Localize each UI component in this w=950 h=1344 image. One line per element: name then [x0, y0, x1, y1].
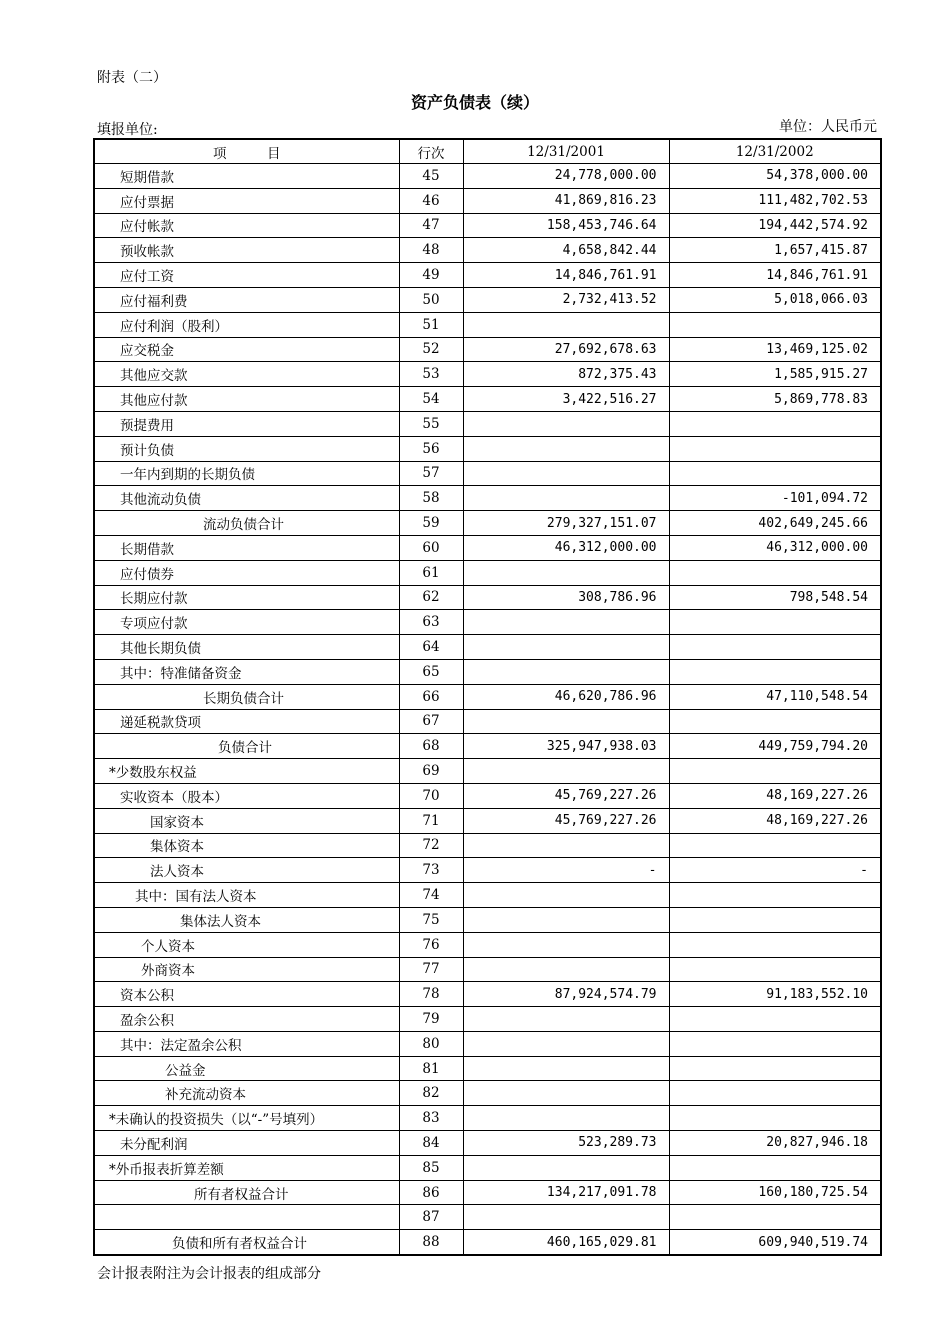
value-2002-cell	[669, 1007, 881, 1032]
line-number-cell: 62	[399, 585, 463, 610]
table-row	[94, 511, 881, 536]
item-cell: 应付利润（股利）	[94, 312, 399, 337]
item-cell: 应付工资	[94, 263, 399, 288]
value-2001-cell: -	[463, 858, 669, 883]
item-cell: 其他应付款	[94, 387, 399, 412]
line-number-cell: 83	[399, 1106, 463, 1131]
line-number-cell: 45	[399, 164, 463, 189]
value-2002-cell	[669, 709, 881, 734]
currency-unit-label: 单位：人民币元	[779, 119, 877, 135]
item-cell: 流动负债合计	[94, 511, 399, 536]
table-row	[94, 486, 881, 511]
line-number-cell: 53	[399, 362, 463, 387]
item-cell: 应付债券	[94, 560, 399, 585]
table-row	[94, 560, 881, 585]
table-row	[94, 1056, 881, 1081]
value-2001-cell	[463, 461, 669, 486]
line-number-cell: 51	[399, 312, 463, 337]
value-2001-cell: 3,422,516.27	[463, 387, 669, 412]
line-number-cell: 68	[399, 734, 463, 759]
table-row	[94, 1230, 881, 1255]
line-number-cell: 63	[399, 610, 463, 635]
reporting-unit-label: 填报单位:	[97, 122, 158, 138]
value-2002-cell	[669, 411, 881, 436]
table-row	[94, 1205, 881, 1230]
value-2001-cell	[463, 833, 669, 858]
item-cell: 法人资本	[94, 858, 399, 883]
line-number-cell: 54	[399, 387, 463, 412]
table-row	[94, 610, 881, 635]
table-row	[94, 213, 881, 238]
line-number-cell: 67	[399, 709, 463, 734]
value-2002-cell	[669, 1081, 881, 1106]
item-cell: 长期应付款	[94, 585, 399, 610]
item-cell: *外币报表折算差额	[94, 1155, 399, 1180]
line-number-cell: 59	[399, 511, 463, 536]
line-number-cell: 86	[399, 1180, 463, 1205]
value-2002-cell	[669, 312, 881, 337]
value-2001-cell: 87,924,574.79	[463, 982, 669, 1007]
item-cell	[94, 1205, 399, 1230]
value-2001-cell: 14,846,761.91	[463, 263, 669, 288]
line-number-cell: 73	[399, 858, 463, 883]
value-2002-cell	[669, 957, 881, 982]
value-2001-cell	[463, 486, 669, 511]
value-2002-cell	[669, 759, 881, 784]
item-cell: 国家资本	[94, 808, 399, 833]
item-cell: 集体资本	[94, 833, 399, 858]
table-row	[94, 535, 881, 560]
value-2001-cell	[463, 659, 669, 684]
item-cell: 长期负债合计	[94, 684, 399, 709]
value-2001-cell	[463, 312, 669, 337]
line-number-cell: 77	[399, 957, 463, 982]
table-row	[94, 833, 881, 858]
item-cell: 一年内到期的长期负债	[94, 461, 399, 486]
value-2001-cell: 279,327,151.07	[463, 511, 669, 536]
value-2002-cell	[669, 932, 881, 957]
line-number-cell: 85	[399, 1155, 463, 1180]
value-2001-cell: 4,658,842.44	[463, 238, 669, 263]
table-row	[94, 907, 881, 932]
value-2002-cell: 14,846,761.91	[669, 263, 881, 288]
table-row	[94, 263, 881, 288]
line-number-cell: 58	[399, 486, 463, 511]
item-cell: 应交税金	[94, 337, 399, 362]
value-2002-cell: 54,378,000.00	[669, 164, 881, 189]
value-2001-cell: 872,375.43	[463, 362, 669, 387]
table-row	[94, 362, 881, 387]
item-cell: 补充流动资本	[94, 1081, 399, 1106]
table-row	[94, 883, 881, 908]
value-2001-cell	[463, 883, 669, 908]
item-cell: 实收资本（股本）	[94, 783, 399, 808]
value-2001-cell: 41,869,816.23	[463, 188, 669, 213]
item-cell: *未确认的投资损失（以“-”号填列）	[94, 1106, 399, 1131]
line-number-cell: 80	[399, 1031, 463, 1056]
value-2001-cell	[463, 436, 669, 461]
value-2002-cell	[669, 1205, 881, 1230]
line-number-cell: 46	[399, 188, 463, 213]
line-number-cell: 48	[399, 238, 463, 263]
table-row	[94, 1081, 881, 1106]
value-2002-cell	[669, 635, 881, 660]
table-row	[94, 1180, 881, 1205]
item-cell: 短期借款	[94, 164, 399, 189]
value-2002-cell: 5,869,778.83	[669, 387, 881, 412]
value-2001-cell	[463, 1056, 669, 1081]
value-2002-cell: 160,180,725.54	[669, 1180, 881, 1205]
table-row	[94, 709, 881, 734]
value-2002-cell	[669, 1056, 881, 1081]
item-cell: 其他长期负债	[94, 635, 399, 660]
value-2002-cell	[669, 1155, 881, 1180]
value-2002-cell	[669, 560, 881, 585]
value-2001-cell	[463, 1081, 669, 1106]
line-number-cell: 61	[399, 560, 463, 585]
item-cell: 个人资本	[94, 932, 399, 957]
value-2002-cell: 194,442,574.92	[669, 213, 881, 238]
item-cell: 所有者权益合计	[94, 1180, 399, 1205]
column-header-line: 行次	[399, 139, 463, 164]
value-2001-cell	[463, 907, 669, 932]
value-2002-cell: 609,940,519.74	[669, 1230, 881, 1255]
line-number-cell: 82	[399, 1081, 463, 1106]
table-row	[94, 287, 881, 312]
line-number-cell: 50	[399, 287, 463, 312]
balance-sheet-table	[93, 138, 882, 1256]
value-2002-cell	[669, 907, 881, 932]
value-2002-cell: 46,312,000.00	[669, 535, 881, 560]
table-row	[94, 684, 881, 709]
value-2001-cell	[463, 1205, 669, 1230]
table-row	[94, 1031, 881, 1056]
value-2002-cell: -101,094.72	[669, 486, 881, 511]
item-cell: 应付福利费	[94, 287, 399, 312]
item-cell: 应付票据	[94, 188, 399, 213]
item-cell: 外商资本	[94, 957, 399, 982]
table-row	[94, 759, 881, 784]
line-number-cell: 70	[399, 783, 463, 808]
item-cell: 其中：法定盈余公积	[94, 1031, 399, 1056]
value-2001-cell: 46,312,000.00	[463, 535, 669, 560]
line-number-cell: 76	[399, 932, 463, 957]
line-number-cell: 84	[399, 1131, 463, 1156]
item-cell: 集体法人资本	[94, 907, 399, 932]
table-row	[94, 585, 881, 610]
item-cell: 预提费用	[94, 411, 399, 436]
value-2001-cell	[463, 957, 669, 982]
value-2002-cell: 13,469,125.02	[669, 337, 881, 362]
table-body	[94, 164, 881, 1256]
table-row	[94, 461, 881, 486]
item-cell: 盈余公积	[94, 1007, 399, 1032]
item-cell: 负债和所有者权益合计	[94, 1230, 399, 1255]
line-number-cell: 56	[399, 436, 463, 461]
value-2002-cell: 449,759,794.20	[669, 734, 881, 759]
line-number-cell: 75	[399, 907, 463, 932]
value-2001-cell: 158,453,746.64	[463, 213, 669, 238]
item-cell: 负债合计	[94, 734, 399, 759]
table-row	[94, 957, 881, 982]
value-2002-cell: 798,548.54	[669, 585, 881, 610]
value-2002-cell: 1,585,915.27	[669, 362, 881, 387]
value-2001-cell: 460,165,029.81	[463, 1230, 669, 1255]
value-2001-cell	[463, 759, 669, 784]
value-2002-cell: 91,183,552.10	[669, 982, 881, 1007]
footnote: 会计报表附注为会计报表的组成部分	[97, 1266, 321, 1282]
item-cell: 应付帐款	[94, 213, 399, 238]
table-row	[94, 387, 881, 412]
page-title: 资产负债表（续）	[410, 93, 539, 112]
item-cell: 其中：特准储备资金	[94, 659, 399, 684]
item-cell: 递延税款贷项	[94, 709, 399, 734]
line-number-cell: 81	[399, 1056, 463, 1081]
line-number-cell: 87	[399, 1205, 463, 1230]
line-number-cell: 55	[399, 411, 463, 436]
table-row	[94, 982, 881, 1007]
table-row	[94, 659, 881, 684]
value-2002-cell: -	[669, 858, 881, 883]
line-number-cell: 60	[399, 535, 463, 560]
value-2002-cell: 48,169,227.26	[669, 783, 881, 808]
value-2001-cell: 325,947,938.03	[463, 734, 669, 759]
table-row	[94, 164, 881, 189]
table-row	[94, 1106, 881, 1131]
value-2001-cell: 27,692,678.63	[463, 337, 669, 362]
table-row	[94, 312, 881, 337]
table-row	[94, 1155, 881, 1180]
line-number-cell: 69	[399, 759, 463, 784]
value-2001-cell	[463, 1007, 669, 1032]
value-2001-cell: 45,769,227.26	[463, 808, 669, 833]
value-2002-cell: 47,110,548.54	[669, 684, 881, 709]
value-2001-cell: 308,786.96	[463, 585, 669, 610]
table-row	[94, 337, 881, 362]
column-header-item: 项 目	[94, 139, 399, 164]
table-row	[94, 411, 881, 436]
item-cell: 未分配利润	[94, 1131, 399, 1156]
value-2001-cell: 45,769,227.26	[463, 783, 669, 808]
table-row	[94, 1131, 881, 1156]
line-number-cell: 72	[399, 833, 463, 858]
table-row	[94, 858, 881, 883]
value-2002-cell	[669, 461, 881, 486]
value-2002-cell	[669, 659, 881, 684]
value-2002-cell: 5,018,066.03	[669, 287, 881, 312]
table-row	[94, 1007, 881, 1032]
value-2002-cell	[669, 610, 881, 635]
line-number-cell: 64	[399, 635, 463, 660]
value-2001-cell	[463, 1106, 669, 1131]
line-number-cell: 66	[399, 684, 463, 709]
table-row	[94, 436, 881, 461]
line-number-cell: 49	[399, 263, 463, 288]
table-row	[94, 932, 881, 957]
line-number-cell: 52	[399, 337, 463, 362]
item-cell: 预计负债	[94, 436, 399, 461]
value-2001-cell	[463, 1155, 669, 1180]
value-2001-cell	[463, 709, 669, 734]
value-2002-cell	[669, 436, 881, 461]
value-2001-cell	[463, 560, 669, 585]
value-2001-cell: 46,620,786.96	[463, 684, 669, 709]
item-cell: 长期借款	[94, 535, 399, 560]
value-2001-cell	[463, 932, 669, 957]
value-2002-cell	[669, 1031, 881, 1056]
item-cell: 专项应付款	[94, 610, 399, 635]
value-2001-cell: 134,217,091.78	[463, 1180, 669, 1205]
item-cell: 其他流动负债	[94, 486, 399, 511]
line-number-cell: 88	[399, 1230, 463, 1255]
item-cell: 公益金	[94, 1056, 399, 1081]
table-row	[94, 635, 881, 660]
line-number-cell: 71	[399, 808, 463, 833]
line-number-cell: 74	[399, 883, 463, 908]
line-number-cell: 47	[399, 213, 463, 238]
table-header-row	[94, 139, 881, 164]
value-2001-cell: 2,732,413.52	[463, 287, 669, 312]
item-cell: *少数股东权益	[94, 759, 399, 784]
item-cell: 其他应交款	[94, 362, 399, 387]
value-2001-cell: 523,289.73	[463, 1131, 669, 1156]
value-2001-cell	[463, 411, 669, 436]
value-2001-cell	[463, 610, 669, 635]
value-2002-cell: 111,482,702.53	[669, 188, 881, 213]
line-number-cell: 79	[399, 1007, 463, 1032]
value-2002-cell: 20,827,946.18	[669, 1131, 881, 1156]
column-header-2002: 12/31/2002	[669, 139, 881, 164]
annex-label: 附表（二）	[97, 70, 167, 86]
table-row	[94, 238, 881, 263]
value-2002-cell	[669, 883, 881, 908]
value-2002-cell	[669, 833, 881, 858]
line-number-cell: 78	[399, 982, 463, 1007]
line-number-cell: 57	[399, 461, 463, 486]
item-cell: 资本公积	[94, 982, 399, 1007]
value-2001-cell: 24,778,000.00	[463, 164, 669, 189]
value-2002-cell: 48,169,227.26	[669, 808, 881, 833]
column-header-2001: 12/31/2001	[463, 139, 669, 164]
value-2002-cell	[669, 1106, 881, 1131]
value-2002-cell: 1,657,415.87	[669, 238, 881, 263]
table-row	[94, 188, 881, 213]
table-row	[94, 783, 881, 808]
line-number-cell: 65	[399, 659, 463, 684]
table-row	[94, 808, 881, 833]
item-cell: 预收帐款	[94, 238, 399, 263]
table-row	[94, 734, 881, 759]
value-2001-cell	[463, 635, 669, 660]
item-cell: 其中：国有法人资本	[94, 883, 399, 908]
value-2001-cell	[463, 1031, 669, 1056]
value-2002-cell: 402,649,245.66	[669, 511, 881, 536]
